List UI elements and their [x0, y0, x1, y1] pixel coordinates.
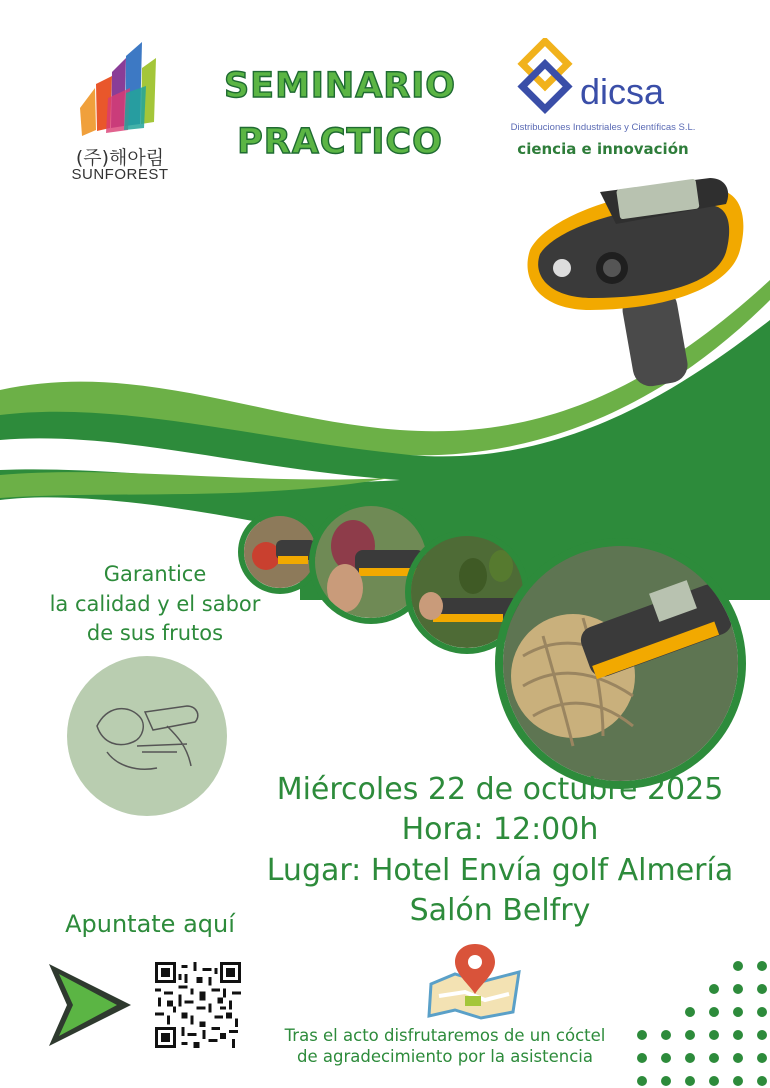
dicsa-wordmark: dicsa — [580, 71, 665, 112]
decorative-dot — [709, 1053, 719, 1063]
slogan-line-1: Garantice — [103, 562, 207, 586]
decorative-dot — [709, 1030, 719, 1040]
decorative-dot — [733, 1076, 743, 1086]
map-pin-icon — [425, 940, 525, 1020]
decorative-dot — [757, 1076, 767, 1086]
decorative-dot — [685, 1053, 695, 1063]
decorative-dot — [733, 1053, 743, 1063]
decorative-dot — [757, 1007, 767, 1017]
slogan-line-2: la calidad y el sabor — [49, 592, 261, 616]
heading-line-1: SEMINARIO — [223, 66, 457, 106]
closing-line-1: Tras el acto disfrutaremos de un cóctel — [284, 1026, 606, 1045]
slogan-line-3: de sus frutos — [86, 621, 224, 645]
dicsa-tagline: ciencia e innovación — [517, 140, 689, 158]
arrow-right-icon — [45, 960, 135, 1050]
decorative-dot — [757, 1053, 767, 1063]
decorative-dot — [733, 984, 743, 994]
sunforest-korean-name: (주)해아림 — [75, 147, 165, 169]
event-time: Hora: 12:00h — [401, 812, 599, 847]
decorative-dot — [709, 984, 719, 994]
heading-line-2: PRACTICO — [237, 122, 443, 162]
decorative-dot — [661, 1030, 671, 1040]
qr-code-icon[interactable] — [155, 962, 241, 1048]
decorative-dot — [685, 1076, 695, 1086]
decorative-dot — [757, 961, 767, 971]
decorative-dot — [685, 1030, 695, 1040]
decorative-dot — [757, 984, 767, 994]
decorative-dot — [685, 1007, 695, 1017]
sunforest-name: SUNFOREST — [71, 166, 169, 183]
decorative-dot — [637, 1076, 647, 1086]
dicsa-logo — [505, 38, 705, 118]
decorative-dot — [637, 1030, 647, 1040]
decorative-dot — [661, 1053, 671, 1063]
nir-device-image — [520, 170, 750, 395]
closing-line-2: de agradecimiento por la asistencia — [297, 1047, 593, 1066]
photo-melon-measurement — [495, 538, 746, 789]
signup-label: Apuntate aquí — [65, 910, 235, 938]
event-place: Lugar: Hotel Envía golf Almería — [266, 853, 734, 888]
device-sketch-illustration — [67, 656, 227, 816]
event-room: Salón Belfry — [409, 893, 591, 928]
decorative-dot — [709, 1007, 719, 1017]
decorative-dot — [733, 961, 743, 971]
decorative-dot — [733, 1030, 743, 1040]
decorative-dot-pattern — [630, 958, 770, 1088]
decorative-dot — [661, 1076, 671, 1086]
decorative-dot — [757, 1030, 767, 1040]
decorative-dot — [733, 1007, 743, 1017]
decorative-dot — [709, 1076, 719, 1086]
event-date: Miércoles 22 de octubre 2025 — [276, 772, 724, 807]
dicsa-subtitle: Distribuciones Industriales y Científicas S.L. — [510, 122, 696, 133]
decorative-dot — [637, 1053, 647, 1063]
